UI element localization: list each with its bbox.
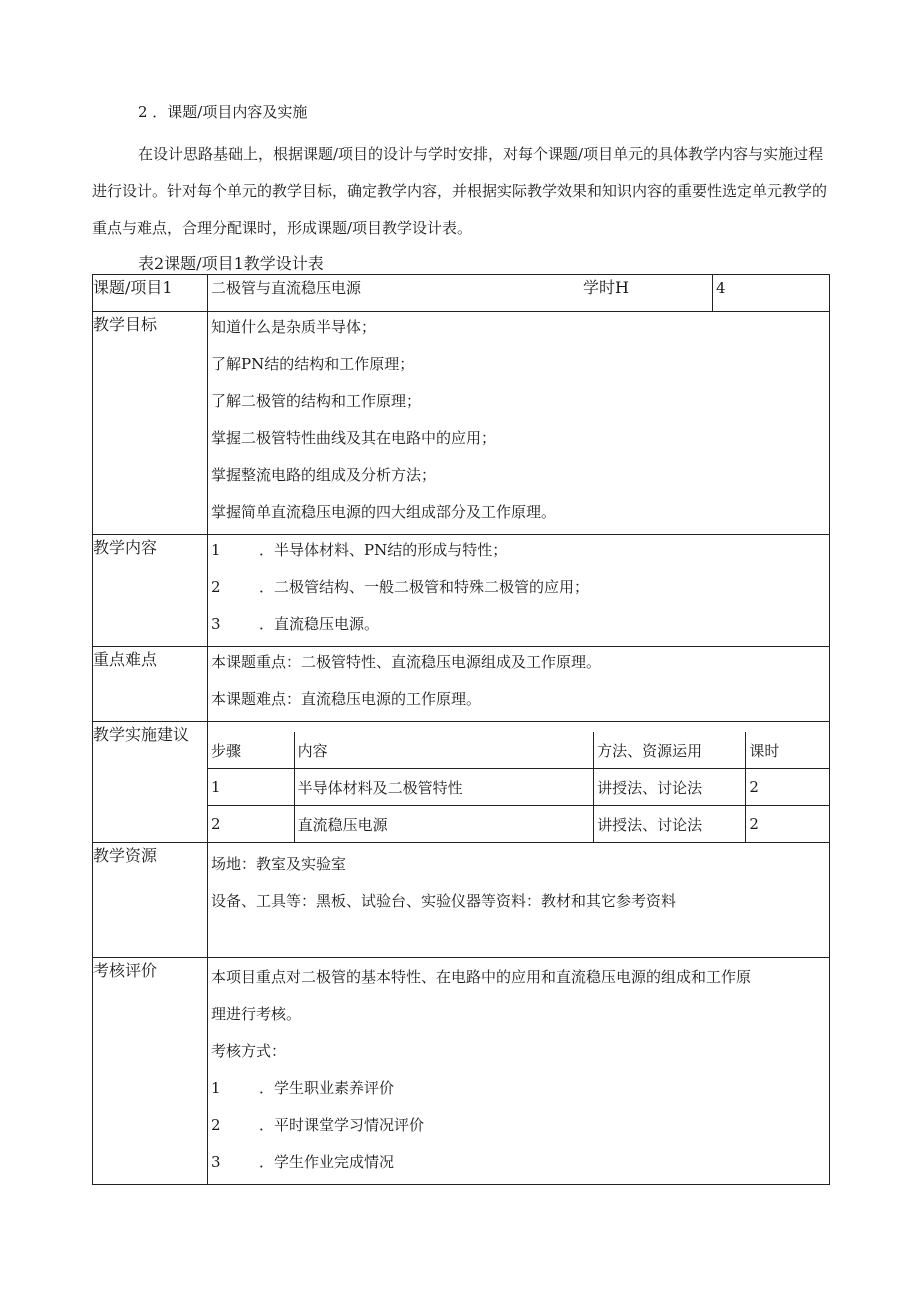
method-cell: 讲授法、讨论法 [594, 769, 746, 806]
content-item [208, 572, 829, 609]
intro-paragraph-text: 在设计思路基础上，根据课题/项目的设计与学时安排，对每个课题/项目单元的具体教学内容与实施过程进行设计。针对每个单元的教学目标，确定教学内容，并根据实际教学效果和知识内容的重要性选定单元教学的重点与难点，合理分配课时，形成课题/项目教学设计表。 [92, 145, 828, 237]
implementation-table [208, 732, 829, 842]
assessment-cell [208, 958, 830, 1185]
objective-item: 掌握整流电路的组成及分析方法； [211, 466, 437, 484]
assessment-intro-line: 本项目重点对二极管的基本特性、在电路中的应用和直流稳压电源的组成和工作原 [211, 968, 752, 986]
hours-cell: 2 [746, 769, 829, 806]
assessment-method-label: 考核方式： [211, 1042, 287, 1060]
resources-cell [208, 843, 830, 958]
project-value: 二极管与直流稳压电源 [211, 279, 362, 297]
assessment-item [208, 1073, 829, 1110]
table-caption: 表2课题/项目1教学设计表 [138, 254, 324, 273]
objectives-label: 教学目标 [93, 312, 208, 535]
objective-item: 掌握简单直流稳压电源的四大组成部分及工作原理。 [211, 503, 557, 521]
resource-item: 设备、工具等：黑板、试验台、实验仪器等资料：教材和其它参考资料 [211, 892, 677, 910]
resources-label: 教学资源 [93, 843, 208, 958]
step-cell: 1 [208, 769, 294, 806]
teaching-design-table [92, 274, 830, 1185]
row-resources [93, 843, 830, 958]
step-cell: 2 [208, 806, 294, 843]
project-label-cell [93, 275, 208, 312]
assessment-item-text: ．学生职业素养评价 [259, 1079, 395, 1097]
content-item-text: ．二极管结构、一般二极管和特殊二极管的应用； [259, 578, 590, 596]
content-item-number: 1 [211, 541, 221, 559]
objective-item: 知道什么是杂质半导体； [211, 318, 377, 336]
key-point-item: 本课题重点：二极管特性、直流稳压电源组成及工作原理。 [211, 653, 602, 671]
header-method: 方法、资源运用 [594, 732, 746, 769]
content-item [208, 535, 829, 572]
assessment-item-text: ．学生作业完成情况 [259, 1153, 395, 1171]
implementation-label: 教学实施建议 [93, 722, 208, 843]
resource-item: 场地：教室及实验室 [211, 855, 347, 873]
key-points-label: 重点难点 [93, 647, 208, 722]
header-step: 步骤 [208, 732, 294, 769]
content-item [208, 609, 829, 646]
objectives-cell [208, 312, 830, 535]
content-item-number: 2 [211, 578, 221, 596]
content-cell: 半导体材料及二极管特性 [294, 769, 593, 806]
content-item-text: ．直流稳压电源。 [259, 615, 380, 633]
implementation-row [208, 806, 829, 843]
hours-cell: 2 [746, 806, 829, 843]
assessment-item-number: 2 [211, 1116, 221, 1134]
assessment-item-number: 1 [211, 1079, 221, 1097]
objective-item: 了解二极管的结构和工作原理； [211, 392, 422, 410]
hours-value-cell [713, 275, 830, 312]
row-objectives [93, 312, 830, 535]
row-project [93, 275, 830, 312]
content-cell: 直流稳压电源 [294, 806, 593, 843]
key-points-cell [208, 647, 830, 722]
implementation-header-row [208, 732, 829, 769]
assessment-item-text: ．平时课堂学习情况评价 [259, 1116, 425, 1134]
objective-item: 掌握二极管特性曲线及其在电路中的应用； [211, 429, 497, 447]
header-content: 内容 [294, 732, 593, 769]
project-value-line [208, 275, 712, 301]
row-assessment [93, 958, 830, 1185]
assessment-label: 考核评价 [93, 958, 208, 1185]
row-implementation [93, 722, 830, 843]
project-label: 课题/项目1 [93, 278, 173, 297]
content-cell [208, 535, 830, 647]
row-key-points [93, 647, 830, 722]
project-value-cell [208, 275, 713, 312]
content-label: 教学内容 [93, 535, 208, 647]
key-point-item: 本课题难点：直流稳压电源的工作原理。 [211, 690, 482, 708]
implementation-cell [208, 722, 830, 843]
assessment-item-number: 3 [211, 1153, 221, 1171]
section-heading: 2 ．课题/项目内容及实施 [138, 103, 308, 121]
method-cell: 讲授法、讨论法 [594, 806, 746, 843]
assessment-item [208, 1110, 829, 1147]
content-item-number: 3 [211, 615, 221, 633]
header-hours: 课时 [746, 732, 829, 769]
intro-paragraph [92, 136, 832, 247]
assessment-intro-line: 理进行考核。 [211, 1005, 302, 1023]
implementation-row [208, 769, 829, 806]
hours-label: 学时H [583, 278, 629, 297]
hours-value: 4 [716, 279, 726, 297]
row-content [93, 535, 830, 647]
content-item-text: ．半导体材料、PN结的形成与特性； [259, 541, 508, 559]
assessment-item [208, 1147, 829, 1184]
objective-item: 了解PN结的结构和工作原理； [211, 355, 415, 373]
